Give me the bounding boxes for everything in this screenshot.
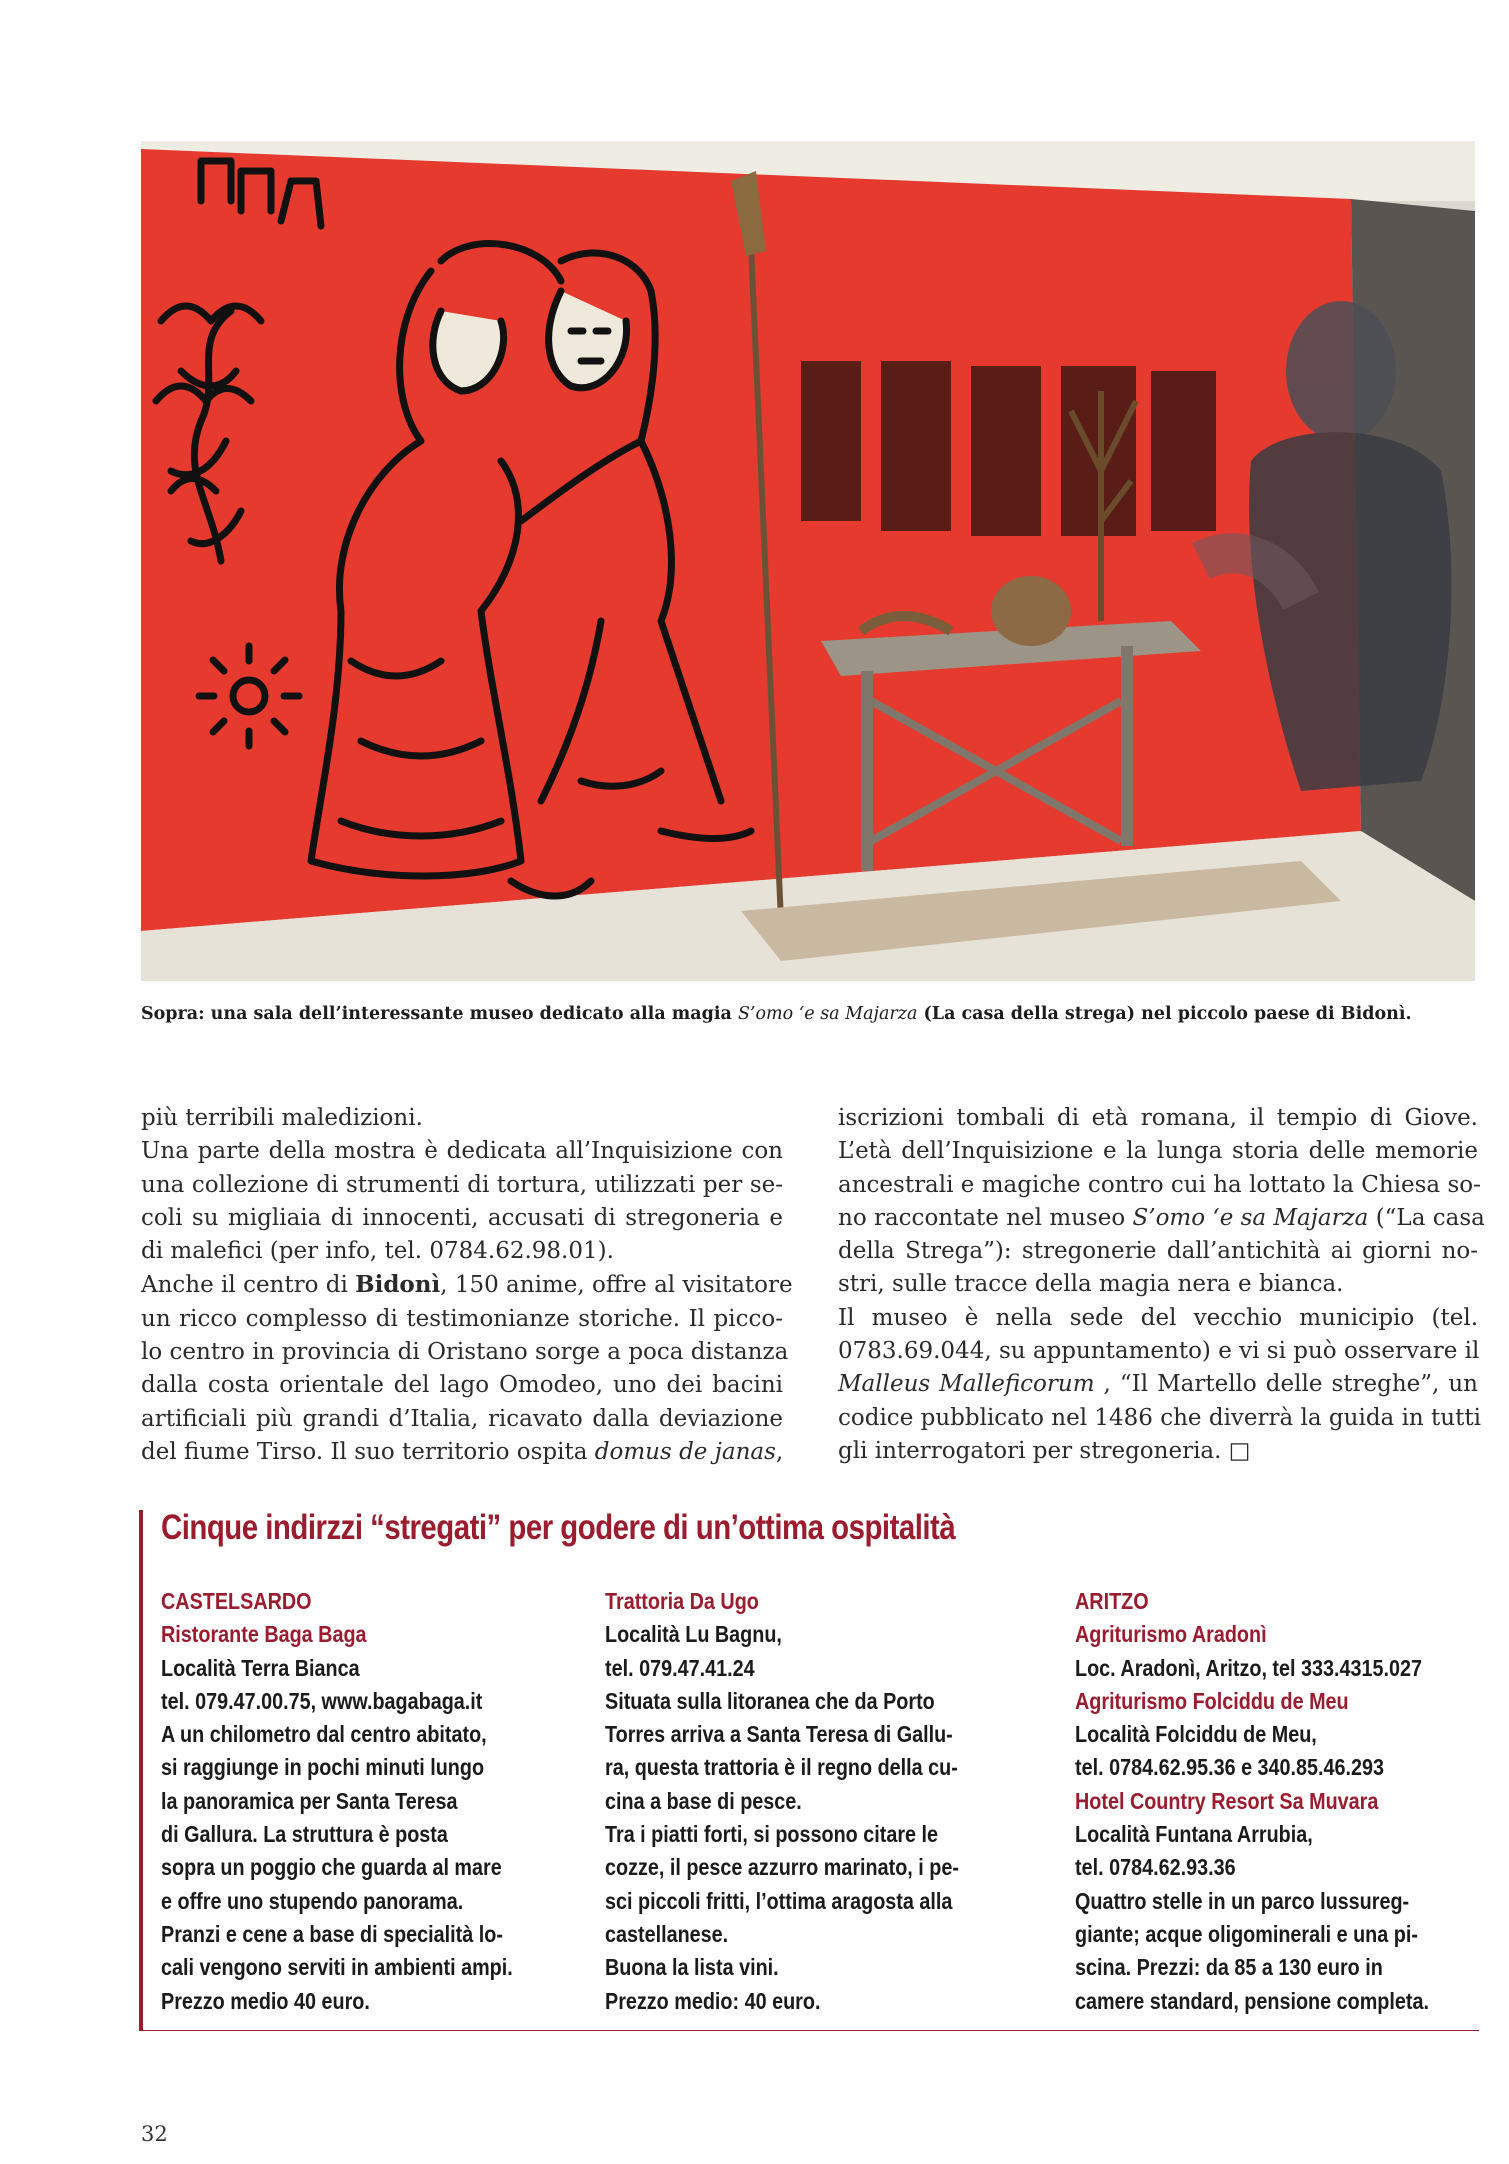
town-name: Bidonì xyxy=(355,1271,441,1299)
text-line: artificiali più grandi d’Italia, ricavato dalla deviazione xyxy=(141,1405,783,1432)
text-line: tel. 0784.62.95.36 e 340.85.46.293 xyxy=(1075,1754,1385,1781)
text-line: tel. 0784.62.93.36 xyxy=(1075,1854,1236,1881)
text-line: Malleus Malleficorum , “Il Martello delle streghe”, un xyxy=(838,1371,1478,1398)
box-title: Cinque indirzzi “stregati” per godere di un’ottima ospitalità xyxy=(161,1508,956,1547)
venue-name: Trattoria Da Ugo xyxy=(605,1588,759,1614)
text-line: lo centro in provincia di Oristano sorge a poca distanza xyxy=(141,1339,789,1366)
text-line: di Gallura. La struttura è posta xyxy=(161,1821,448,1848)
text-line: si raggiunge in pochi minuti lungo xyxy=(161,1754,485,1781)
text-line: di malefici (per info, tel. 0784.62.98.01). xyxy=(141,1238,614,1265)
text-line: cali vengono serviti in ambienti ampi. xyxy=(161,1954,513,1981)
caption-label: Sopra: xyxy=(141,1004,205,1024)
text-line: un ricco complesso di testimonianze storiche. Il picco- xyxy=(141,1305,783,1332)
book-title: Malleus Malleficorum xyxy=(838,1371,1095,1398)
text-line: Situata sulla litoranea che da Porto xyxy=(605,1687,935,1714)
text-line: 0783.69.044, su appuntamento) e vi si può osservare il xyxy=(838,1338,1480,1365)
text-line: giante; acque oligominerali e una pi- xyxy=(1075,1920,1418,1947)
text-line: Località Terra Bianca xyxy=(161,1654,360,1681)
text-line: Pranzi e cene a base di specialità lo- xyxy=(161,1920,503,1947)
museum-room-illustration xyxy=(141,141,1475,981)
venue-name: Ristorante Baga Baga xyxy=(161,1621,367,1648)
text-line: Località Lu Bagnu, xyxy=(605,1621,782,1648)
venue-name: Agriturismo Folciddu de Meu xyxy=(1075,1687,1349,1714)
text-line: del fiume Tirso. Il suo territorio ospita domus de janas, xyxy=(141,1438,784,1465)
museum-photo xyxy=(141,141,1475,981)
venue-name: Hotel Country Resort Sa Muvara xyxy=(1075,1787,1379,1814)
text-line: Anche il centro di Bidonì, 150 anime, offre al visitatore xyxy=(141,1271,793,1299)
venue-name: Agriturismo Aradonì xyxy=(1075,1621,1267,1648)
text-line: L’età dell’Inquisizione e la lunga storia delle memorie xyxy=(838,1138,1478,1165)
text-line: della Strega”): stregonerie dall’antichità ai giorni no- xyxy=(838,1238,1478,1265)
text-line: Torres arriva a Santa Teresa di Gallu- xyxy=(605,1721,953,1748)
text-line: una collezione di strumenti di tortura, utilizzati per se- xyxy=(141,1171,783,1198)
text-line: la panoramica per Santa Teresa xyxy=(161,1787,458,1814)
box-column-castelsardo xyxy=(161,1585,513,2018)
text-line: Località Folciddu de Meu, xyxy=(1075,1721,1317,1748)
article-left-column xyxy=(141,1102,793,1469)
box-column-trattoria xyxy=(605,1585,959,2018)
museum-title: S’omo ‘e sa Majarza xyxy=(1132,1204,1369,1231)
box-column-aritzo xyxy=(1075,1585,1429,2018)
text-line: più terribili maledizioni. xyxy=(141,1105,423,1131)
text-line: tel. 079.47.41.24 xyxy=(605,1654,755,1681)
text-line: Una parte della mostra è dedicata all’Inquisizione con xyxy=(141,1138,783,1165)
article-right-column xyxy=(838,1102,1485,1468)
text-line: sci piccoli fritti, l’ottima aragosta alla xyxy=(605,1887,953,1914)
text-line: Località Funtana Arrubia, xyxy=(1075,1821,1313,1848)
text-line: A un chilometro dal centro abitato, xyxy=(161,1721,487,1748)
text-line: Prezzo medio 40 euro. xyxy=(161,1987,370,2014)
text-line: coli su migliaia di innocenti, accusati di stregoneria e xyxy=(141,1204,783,1231)
text-line: ancestrali e magiche contro cui ha lottato la Chiesa so- xyxy=(838,1171,1481,1198)
text-line: no raccontate nel museo S’omo ‘e sa Majarza (“La casa xyxy=(838,1204,1485,1231)
text-line: ra, questa trattoria è il regno della cu- xyxy=(605,1754,958,1781)
text-line: Quattro stelle in un parco lussureg- xyxy=(1075,1887,1410,1914)
addresses-box xyxy=(139,1510,1479,2031)
text-line: dalla costa orientale del lago Omodeo, uno dei bacini xyxy=(141,1372,783,1399)
text-line: camere standard, pensione completa. xyxy=(1075,1987,1429,2014)
text-line: gli interrogatori per stregoneria. □ xyxy=(838,1437,1251,1464)
text-line: sopra un poggio che guarda al mare xyxy=(161,1854,502,1881)
location-heading: ARITZO xyxy=(1075,1588,1149,1614)
text-line: Il museo è nella sede del vecchio municipio (tel. xyxy=(838,1304,1478,1331)
text-line: Tra i piatti forti, si possono citare le xyxy=(605,1821,939,1848)
photo-caption: Sopra: una sala dell’interessante museo dedicato alla magia S’omo ‘e sa Majarza (La casa della strega) nel piccolo paese di Bidonì. xyxy=(141,1004,1412,1024)
text-line: castellanese. xyxy=(605,1920,729,1947)
caption-museum-title: S’omo ‘e sa Majarza xyxy=(737,1004,918,1024)
location-heading: CASTELSARDO xyxy=(161,1588,312,1614)
text-line: Loc. Aradonì, Aritzo, tel 333.4315.027 xyxy=(1075,1654,1423,1681)
text-line: Buona la lista vini. xyxy=(605,1954,779,1981)
text-line: iscrizioni tombali di età romana, il tempio di Giove. xyxy=(838,1105,1478,1131)
page-number: 32 xyxy=(141,2122,168,2146)
text-line: cina a base di pesce. xyxy=(605,1787,802,1814)
text-line: Prezzo medio: 40 euro. xyxy=(605,1987,821,2014)
text-line: tel. 079.47.00.75, www.bagabaga.it xyxy=(161,1687,483,1714)
text-line: cozze, il pesce azzurro marinato, i pe- xyxy=(605,1854,959,1881)
text-line: codice pubblicato nel 1486 che diverrà la guida in tutti xyxy=(838,1404,1481,1431)
text-line: stri, sulle tracce della magia nera e bianca. xyxy=(838,1271,1344,1298)
text-line: scina. Prezzi: da 85 a 130 euro in xyxy=(1075,1954,1383,1981)
text-line: e offre uno stupendo panorama. xyxy=(161,1887,464,1914)
